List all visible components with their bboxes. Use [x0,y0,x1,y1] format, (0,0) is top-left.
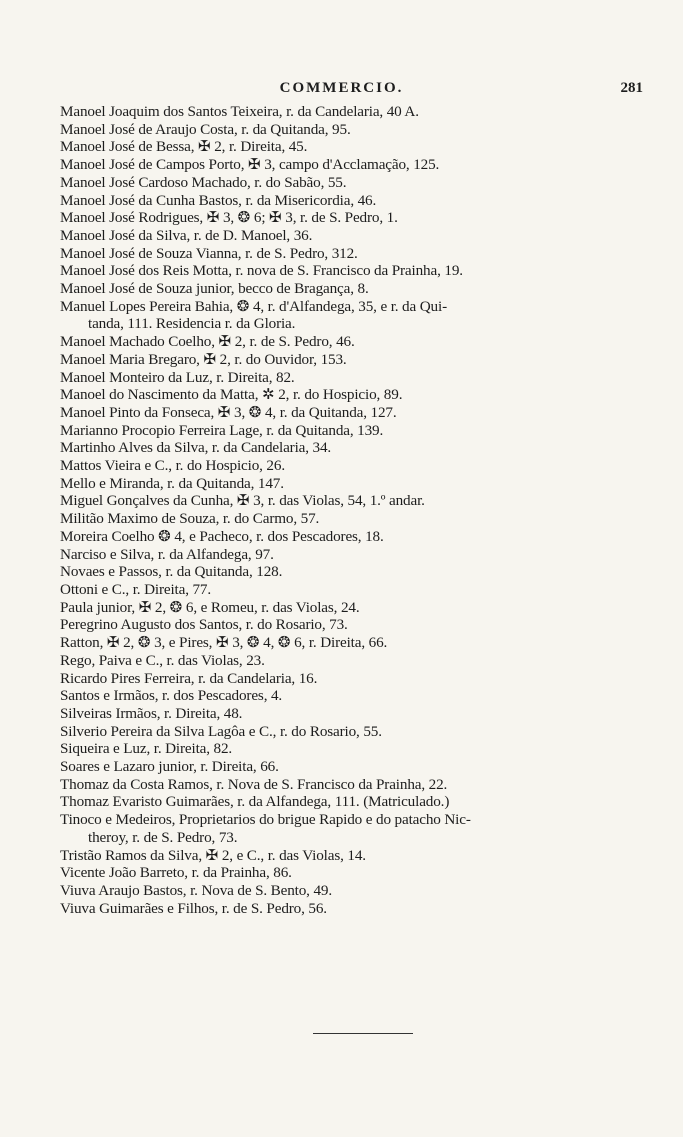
directory-list [60,103,635,917]
directory-entry: Moreira Coelho ❂ 4, e Pacheco, r. dos Pescadores, 18. [60,527,384,545]
directory-entry: Manoel Machado Coelho, ✠ 2, r. de S. Pedro, 46. [60,333,355,351]
directory-entry-continuation: tanda, 111. Residencia r. da Gloria. [88,315,296,333]
directory-entry: Vicente João Barreto, r. da Prainha, 86. [60,864,292,882]
directory-entry: Santos e Irmãos, r. dos Pescadores, 4. [60,687,283,705]
directory-entry: Siqueira e Luz, r. Direita, 82. [60,740,233,758]
directory-entry: Militão Maximo de Souza, r. do Carmo, 57. [60,510,320,528]
directory-entry: Manoel José dos Reis Motta, r. nova de S. Francisco da Prainha, 19. [60,262,463,280]
directory-entry: Martinho Alves da Silva, r. da Candelaria, 34. [60,439,332,457]
directory-entry: Manoel José Rodrigues, ✠ 3, ❂ 6; ✠ 3, r. de S. Pedro, 1. [60,209,398,227]
directory-entry: Manoel José de Souza Vianna, r. de S. Pedro, 312. [60,244,358,262]
directory-entry: Manoel José da Silva, r. de D. Manoel, 36. [60,226,313,244]
directory-entry: Mattos Vieira e C., r. do Hospicio, 26. [60,457,285,475]
directory-entry: Manoel José de Bessa, ✠ 2, r. Direita, 45. [60,138,308,156]
directory-entry: Manoel Joaquim dos Santos Teixeira, r. da Candelaria, 40 A. [60,103,419,120]
directory-entry: Viuva Guimarães e Filhos, r. de S. Pedro, 56. [60,899,327,917]
directory-entry: Manoel Maria Bregaro, ✠ 2, r. do Ouvidor, 153. [60,350,347,368]
directory-entry: Tristão Ramos da Silva, ✠ 2, e C., r. das Violas, 14. [60,846,366,864]
page-header [0,80,683,104]
directory-entry: Manoel do Nascimento da Matta, ✲ 2, r. do Hospicio, 89. [60,386,403,404]
directory-entry: Paula junior, ✠ 2, ❂ 6, e Romeu, r. das Violas, 24. [60,598,360,616]
directory-entry: Marianno Procopio Ferreira Lage, r. da Quitanda, 139. [60,421,384,439]
directory-entry: Ricardo Pires Ferreira, r. da Candelaria, 16. [60,669,318,687]
directory-entry: Manoel José Cardoso Machado, r. do Sabão, 55. [60,173,347,191]
directory-entry: Miguel Gonçalves da Cunha, ✠ 3, r. das Violas, 54, 1.º andar. [60,492,425,510]
directory-entry: Ratton, ✠ 2, ❂ 3, e Pires, ✠ 3, ❂ 4, ❂ 6, r. Direita, 66. [60,634,388,652]
directory-entry: Narciso e Silva, r. da Alfandega, 97. [60,545,274,563]
directory-entry: Rego, Paiva e C., r. das Violas, 23. [60,651,265,669]
directory-entry-continuation: theroy, r. de S. Pedro, 73. [88,828,238,846]
directory-entry: Manuel Lopes Pereira Bahia, ❂ 4, r. d'Alfandega, 35, e r. da Qui- [60,297,447,315]
directory-entry: Manoel José de Araujo Costa, r. da Quitanda, 95. [60,120,351,138]
directory-entry: Tinoco e Medeiros, Proprietarios do brigue Rapido e do patacho Nic- [60,811,471,829]
directory-entry: Manoel José da Cunha Bastos, r. da Misericordia, 46. [60,191,377,209]
directory-entry: Manoel Monteiro da Luz, r. Direita, 82. [60,368,295,386]
directory-entry: Mello e Miranda, r. da Quitanda, 147. [60,474,284,492]
section-end-rule [313,1033,413,1034]
directory-entry: Manoel José de Souza junior, becco de Bragança, 8. [60,280,369,298]
directory-entry: Thomaz Evaristo Guimarães, r. da Alfandega, 111. (Matriculado.) [60,793,450,811]
directory-entry: Ottoni e C., r. Direita, 77. [60,580,212,598]
directory-entry: Novaes e Passos, r. da Quitanda, 128. [60,563,283,581]
page-number: 281 [620,80,643,96]
directory-entry: Viuva Araujo Bastos, r. Nova de S. Bento, 49. [60,881,333,899]
directory-entry: Manoel Pinto da Fonseca, ✠ 3, ❂ 4, r. da Quitanda, 127. [60,403,397,421]
section-title: COMMERCIO. [279,80,404,96]
directory-entry: Peregrino Augusto dos Santos, r. do Rosario, 73. [60,616,348,634]
directory-entry: Manoel José de Campos Porto, ✠ 3, campo d'Acclamação, 125. [60,156,440,174]
directory-entry: Soares e Lazaro junior, r. Direita, 66. [60,758,279,776]
directory-entry: Thomaz da Costa Ramos, r. Nova de S. Francisco da Prainha, 22. [60,775,448,793]
directory-entry: Silverio Pereira da Silva Lagôa e C., r. do Rosario, 55. [60,722,382,740]
directory-entry: Silveiras Irmãos, r. Direita, 48. [60,704,243,722]
